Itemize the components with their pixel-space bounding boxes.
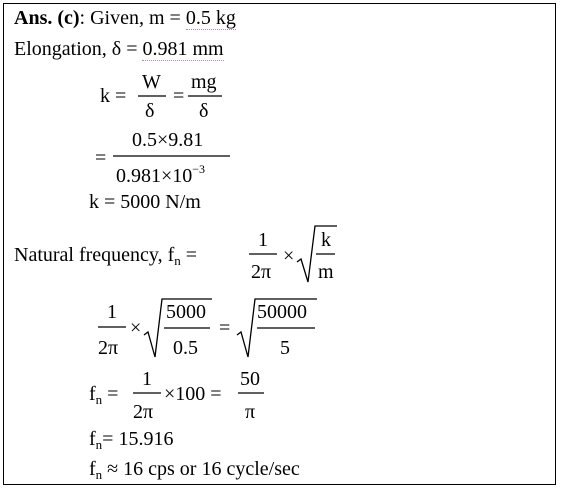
elongation-value: 0.981 mm bbox=[142, 38, 224, 60]
s4-subscript: n bbox=[95, 467, 103, 482]
frac3-denominator bbox=[116, 162, 206, 187]
nf-equals: = bbox=[180, 244, 198, 266]
s4-line bbox=[89, 458, 300, 482]
s1-frac-bar bbox=[98, 326, 128, 329]
elongation-line bbox=[14, 39, 224, 59]
nf-m: m bbox=[318, 261, 334, 283]
s3-f: f bbox=[89, 428, 96, 450]
equals-sign: = bbox=[173, 85, 185, 107]
s2-subscript: n bbox=[95, 392, 103, 407]
s1-one: 1 bbox=[107, 301, 117, 323]
s2-two-pi: 2π bbox=[133, 401, 154, 423]
s2-den: π bbox=[245, 401, 256, 423]
s2-num: 50 bbox=[240, 368, 260, 390]
nf-one: 1 bbox=[258, 229, 268, 251]
frac2-bar bbox=[188, 95, 224, 98]
s1-den2: 5 bbox=[280, 337, 290, 359]
nf-subscript: n bbox=[174, 253, 181, 268]
s1-times: × bbox=[130, 317, 142, 339]
frac3-bar bbox=[113, 155, 233, 158]
frac3-den-exponent: −3 bbox=[192, 162, 206, 176]
equals-sign-2: = bbox=[95, 147, 107, 169]
s1-two-pi: 2π bbox=[98, 337, 119, 359]
s2-equals: = bbox=[102, 383, 119, 405]
s1-den1: 0.5 bbox=[173, 337, 198, 359]
s2-fn bbox=[89, 383, 119, 407]
k-result: k = 5000 N/m bbox=[89, 191, 201, 213]
s3-line bbox=[89, 428, 174, 452]
s1-equals: = bbox=[219, 317, 231, 339]
frac3-den-base: 0.981×10 bbox=[116, 165, 193, 187]
nf-two-pi: 2π bbox=[251, 261, 272, 283]
s3-text: = 15.916 bbox=[102, 428, 174, 450]
s2-one: 1 bbox=[142, 368, 152, 390]
frac1-bar bbox=[138, 95, 168, 98]
elongation-label: Elongation, δ = bbox=[14, 38, 143, 60]
nf-text: Natural frequency, f bbox=[14, 244, 175, 266]
s1-num1: 5000 bbox=[166, 301, 206, 323]
s4-f: f bbox=[89, 458, 96, 480]
s2-f: f bbox=[89, 383, 96, 405]
s2-frac-bar bbox=[133, 392, 163, 395]
s2-times-value: ×100 = bbox=[164, 383, 222, 405]
frac1-numerator: W bbox=[142, 71, 161, 93]
nf-times: × bbox=[283, 245, 295, 267]
frac1-denominator: δ bbox=[145, 100, 155, 122]
s4-text: ≈ 16 cps or 16 cycle/sec bbox=[102, 458, 300, 480]
given-text: : Given, m = bbox=[79, 7, 186, 29]
frac3-numerator: 0.5×9.81 bbox=[132, 129, 204, 151]
answer-label: Ans. (c) bbox=[14, 7, 80, 29]
frac2-denominator: δ bbox=[199, 100, 209, 122]
nf-frac-bar bbox=[249, 253, 279, 256]
s3-subscript: n bbox=[95, 437, 103, 452]
s2-result-bar bbox=[238, 392, 266, 395]
s1-num2: 50000 bbox=[257, 301, 307, 323]
answer-line bbox=[14, 8, 236, 28]
natural-frequency-label bbox=[14, 244, 198, 268]
frac2-numerator: mg bbox=[191, 71, 217, 93]
nf-k: k bbox=[321, 229, 331, 251]
k-equals: k = bbox=[100, 85, 127, 107]
mass-value: 0.5 kg bbox=[185, 7, 236, 29]
